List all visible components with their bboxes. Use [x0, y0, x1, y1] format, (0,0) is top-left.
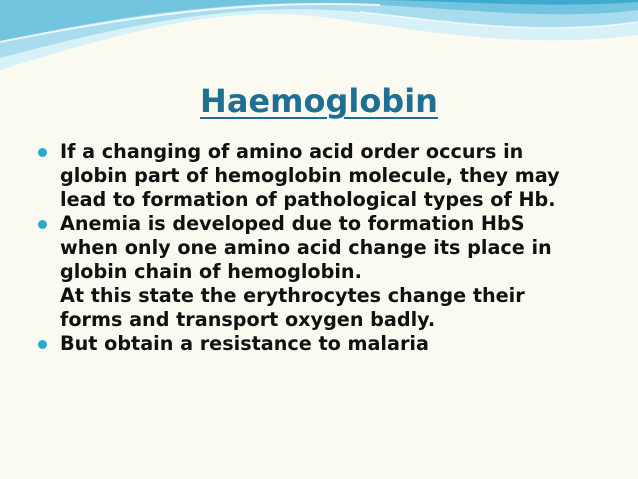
bullet-line: forms and transport oxygen badly. [60, 308, 436, 331]
bullet-line: But obtain a resistance to malaria [60, 332, 429, 355]
bullet-item [38, 212, 613, 332]
bullet-line: lead to formation of pathological types of Hb. [60, 188, 556, 211]
decorative-wave-header [0, 0, 638, 80]
bullet-line: when only one amino acid change its place in [60, 236, 552, 259]
bullet-line: globin chain of hemoglobin. [60, 260, 362, 283]
bullet-line: Anemia is developed due to formation HbS [60, 212, 525, 235]
bullet-item [38, 332, 613, 356]
bullet-list [38, 140, 613, 356]
slide-title: Haemoglobin [200, 82, 438, 120]
bullet-line: At this state the erythrocytes change their [60, 284, 525, 307]
bullet-dot-icon [38, 340, 47, 349]
bullet-item [38, 140, 613, 212]
bullet-dot-icon [38, 148, 47, 157]
bullet-line: globin part of hemoglobin molecule, they may [60, 164, 560, 187]
bullet-dot-icon [38, 220, 47, 229]
bullet-line: If a changing of amino acid order occurs in [60, 140, 524, 163]
